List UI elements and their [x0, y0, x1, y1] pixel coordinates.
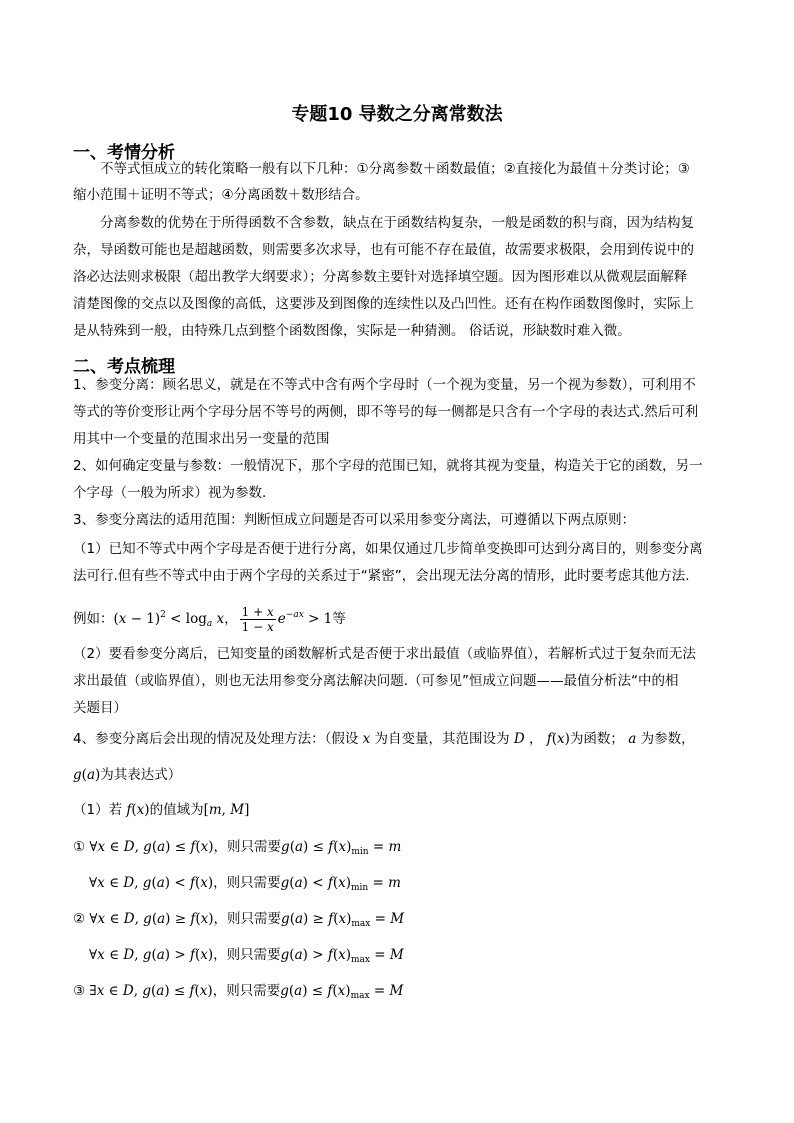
paragraph-line: 用其中一个变量的范围求出另一变量的范围 [73, 431, 330, 447]
paragraph-line-with-math: g(a)为其表达式） [73, 767, 182, 783]
formula-fraction: $\frac{1 + x}{1 - x}$ [241, 604, 274, 634]
paragraph-line: 是从特殊到一般，由特殊几点到整个函数图像，实际是一种猜测。 俗话说，形缺数时难入微。 [73, 323, 631, 339]
paragraph-line: 不等式恒成立的转化策略一般有以下几种：①分离参数＋函数最值；②直接化为最值＋分类讨论；③ [100, 161, 690, 177]
paragraph-line: 分离参数的优势在于所得函数不含参数，缺点在于函数结构复杂，一般是函数的积与商，因为结构复 [100, 215, 694, 231]
paragraph-line: 缩小范围＋证明不等式；④分离函数＋数形结合。 [73, 187, 369, 203]
paragraph-line: 等式的等价变形让两个字母分居不等号的两侧，即不等号的每一侧都是只含有一个字母的表达式.然后可利 [73, 404, 699, 420]
formula-exponential: $e^{-ax} > 1$ [277, 610, 333, 627]
document-title: 专题10 导数之分离常数法 [291, 104, 503, 125]
example-prefix: 例如： [73, 611, 114, 627]
paragraph-line: 3、参变分离法的适用范围：判断恒成立问题是否可以采用参变分离法，可遵循以下两点原则： [73, 512, 636, 528]
formula-row-3: ② ∀x ∈ D, g(a) ≥ f(x)，则只需要$g(a) \ge f(x)_{max} = M$ [73, 911, 405, 929]
formula-inequality-1: $(x - 1)^2 < \log_a x$ [113, 610, 225, 629]
case-heading: （1）若 f(x)的值域为[m, M] [73, 802, 250, 818]
paragraph-line: 个字母（一般为所求）视为参数. [73, 485, 267, 501]
formula-row-4: ∀x ∈ D, g(a) > f(x)，则只需要$g(a) > f(x)_{max} = M$ [89, 947, 404, 965]
paragraph-line: 法可行.但有些不等式中由于两个字母的关系过于“紧密”，会出现无法分离的情形，此时要考虑其他方法. [73, 568, 690, 584]
paragraph-line: 关题目） [73, 700, 127, 716]
paragraph-line-with-math: 4、参变分离后会出现的情况及处理方法：（假设 x 为自变量，其范围设为 D ， f(x)为函数； a 为参数， [73, 731, 695, 747]
paragraph-line: 清楚图像的交点以及图像的高低，这要涉及到图像的连续性以及凸凹性。还有在构作函数图像时，实际上 [73, 296, 694, 312]
example-suffix: 等 [332, 611, 346, 627]
paragraph-line: 求出最值（或临界值），则也无法用参变分离法解决问题.（可参见”恒成立问题——最值分析法“中的相 [73, 673, 679, 689]
paragraph-line: 2、如何确定变量与参数：一般情况下，那个字母的范围已知，就将其视为变量，构造关于它的函数，另一 [73, 458, 703, 474]
section-heading-points: 二、考点梳理 [73, 357, 175, 377]
example-line: 例如：$(x - 1)^2 < \log_a x$， $\frac{1 + x}{1 - x}$ $e^{-ax} > 1$等 [73, 604, 346, 634]
formula-row-2: ∀x ∈ D, g(a) < f(x)，则只需要$g(a) < f(x)_{min} = m$ [89, 875, 401, 893]
paragraph-line: 洛必达法则求极限（超出教学大纲要求）；分离参数主要针对选择填空题。因为图形难以从微观层面解释 [73, 269, 688, 285]
formula-row-1: ① ∀x ∈ D, g(a) ≤ f(x)，则只需要$g(a) \le f(x)_{min} = m$ [73, 839, 402, 857]
paragraph-line: （1）已知不等式中两个字母是否便于进行分离，如果仅通过几步简单变换即可达到分离目的，则参变分离 [73, 541, 703, 557]
section-heading-analysis: 一、考情分析 [73, 143, 175, 163]
paragraph-line: 杂，导函数可能也是超越函数，则需要多次求导，也有可能不存在最值，故需要求极限，会用到传说中的 [73, 242, 694, 258]
paragraph-line: 1、参变分离：顾名思义，就是在不等式中含有两个字母时（一个视为变量，另一个视为参数），可利用不 [73, 377, 696, 393]
formula-row-5: ③ ∃x ∈ D, g(a) ≤ f(x)，则只需要$g(a) \le f(x)_{max} = M$ [73, 983, 404, 1001]
paragraph-line: （2）要看参变分离后，已知变量的函数解析式是否便于求出最值（或临界值），若解析式过于复杂而无法 [73, 646, 696, 662]
